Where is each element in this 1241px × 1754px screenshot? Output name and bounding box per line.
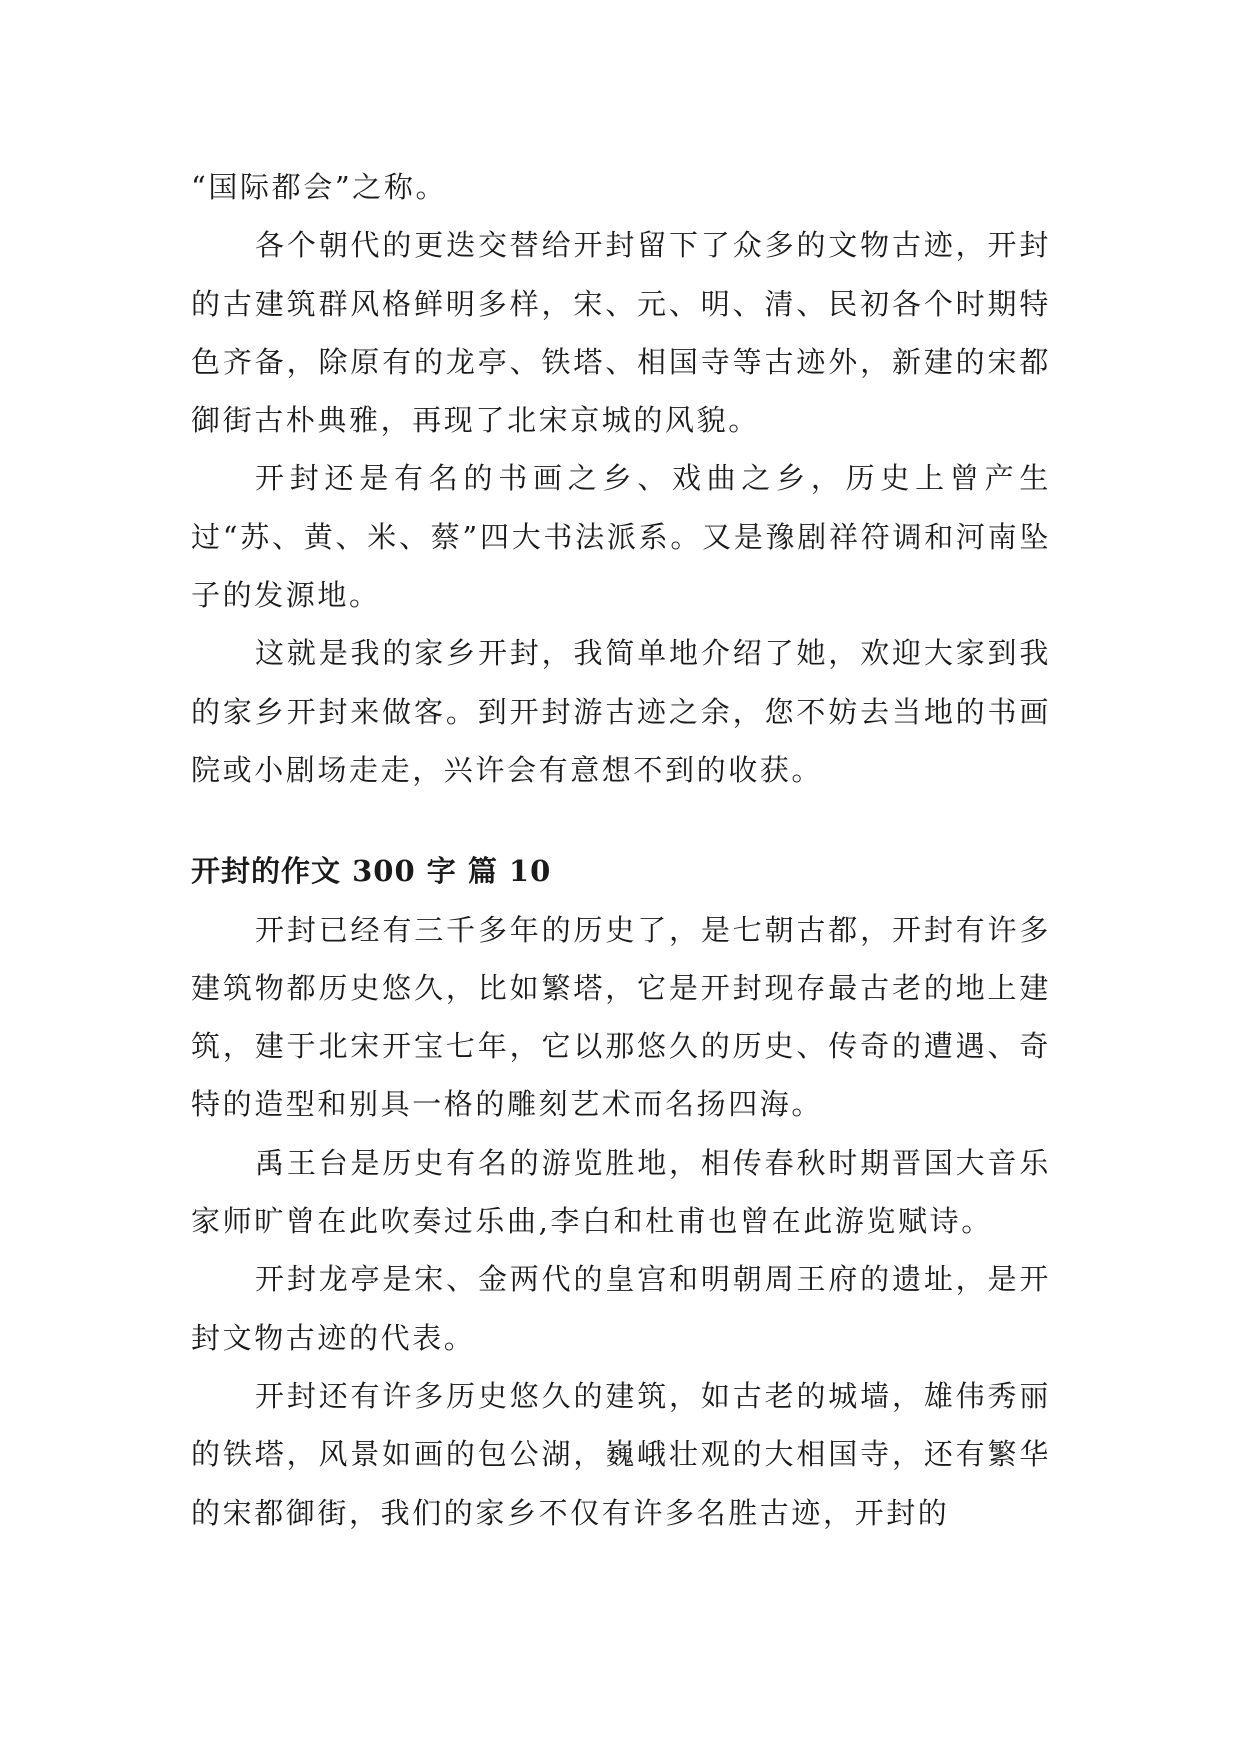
paragraph-history: 开封已经有三千多年的历史了，是七朝古都，开封有许多建筑物都历史悠久，比如繁塔，它是开封现存最古老的地上建筑，建于北宋开宝七年，它以那悠久的历史、传奇的遭遇、奇特的造型和别具一格的雕刻艺术而名扬四海。	[191, 912, 1051, 1122]
paragraph-yuwangtai: 禹王台是历史有名的游览胜地，相传春秋时期晋国大音乐家师旷曾在此吹奏过乐曲,李白和杜甫也曾在此游览赋诗。	[191, 1145, 1051, 1239]
paragraph-invitation: 这就是我的家乡开封，我简单地介绍了她，欢迎大家到我的家乡开封来做客。到开封游古迹之余，您不妨去当地的书画院或小剧场走走，兴许会有意想不到的收获。	[191, 636, 1051, 787]
paragraph-buildings: 开封还有许多历史悠久的建筑，如古老的城墙，雄伟秀丽的铁塔，风景如画的包公湖，巍峨壮观的大相国寺，还有繁华的宋都御街，我们的家乡不仅有许多名胜古迹，开封的	[191, 1378, 1051, 1530]
paragraph-longting: 开封龙亭是宋、金两代的皇宫和明朝周王府的遗址，是开封文物古迹的代表。	[191, 1262, 1051, 1355]
document-body	[191, 158, 1051, 1542]
paragraph-calligraphy-opera: 开封还是有名的书画之乡、戏曲之乡，历史上曾产生过“苏、黄、米、蔡”四大书法派系。又是豫剧祥符调和河南坠子的发源地。	[191, 461, 1051, 613]
paragraph-heritage: 各个朝代的更迭交替给开封留下了众多的文物古迹，开封的古建筑群风格鲜明多样，宋、元、明、清、民初各个时期特色齐备，除原有的龙亭、铁塔、相国寺等古迹外，新建的宋都御街古朴典雅，再现了北宋京城的风貌。	[191, 228, 1051, 438]
section-heading: 开封的作文 300 字 篇 10	[191, 854, 552, 889]
paragraph-continuation: “国际都会”之称。	[191, 170, 448, 204]
